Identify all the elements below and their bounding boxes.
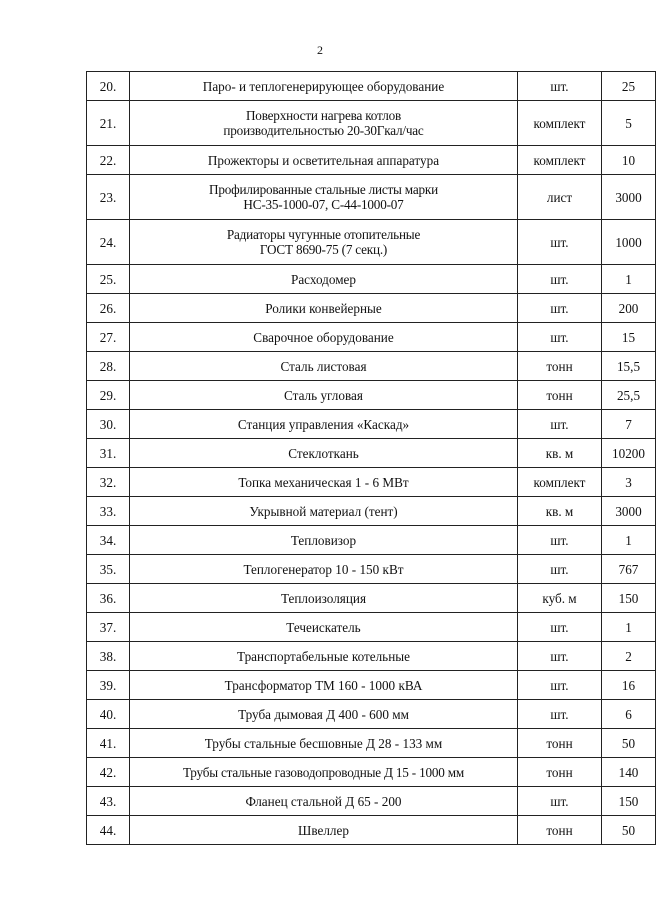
table-row bbox=[87, 729, 656, 758]
row-number-cell: 39. bbox=[87, 671, 130, 700]
table-row bbox=[87, 439, 656, 468]
quantity-cell: 1 bbox=[602, 526, 656, 555]
unit-cell: комплект bbox=[518, 468, 602, 497]
unit-cell: шт. bbox=[518, 294, 602, 323]
item-name-cell: Трубы стальные газоводопроводные Д 15 - 1000 мм bbox=[130, 758, 518, 787]
item-name-cell: Фланец стальной Д 65 - 200 bbox=[130, 787, 518, 816]
row-number-cell: 30. bbox=[87, 410, 130, 439]
row-number-cell: 36. bbox=[87, 584, 130, 613]
table-row bbox=[87, 584, 656, 613]
quantity-cell: 5 bbox=[602, 101, 656, 146]
table-row bbox=[87, 497, 656, 526]
table-row bbox=[87, 642, 656, 671]
quantity-cell: 150 bbox=[602, 787, 656, 816]
row-number-cell: 32. bbox=[87, 468, 130, 497]
row-number-cell: 28. bbox=[87, 352, 130, 381]
table-row bbox=[87, 613, 656, 642]
unit-cell: шт. bbox=[518, 642, 602, 671]
item-name-cell: Теплоизоляция bbox=[130, 584, 518, 613]
row-number-cell: 33. bbox=[87, 497, 130, 526]
row-number-cell: 22. bbox=[87, 146, 130, 175]
page-number: 2 bbox=[317, 43, 323, 57]
table-row bbox=[87, 101, 656, 146]
item-name-cell: Радиаторы чугунные отопительные ГОСТ 8690-75 (7 секц.) bbox=[130, 220, 518, 265]
unit-cell: кв. м bbox=[518, 497, 602, 526]
item-name-cell: Трубы стальные бесшовные Д 28 - 133 мм bbox=[130, 729, 518, 758]
table-row bbox=[87, 146, 656, 175]
row-number-cell: 20. bbox=[87, 72, 130, 101]
unit-cell: шт. bbox=[518, 526, 602, 555]
unit-cell: кв. м bbox=[518, 439, 602, 468]
unit-cell: шт. bbox=[518, 72, 602, 101]
row-number-cell: 42. bbox=[87, 758, 130, 787]
table-row bbox=[87, 352, 656, 381]
unit-cell: шт. bbox=[518, 555, 602, 584]
row-number-cell: 21. bbox=[87, 101, 130, 146]
item-name-cell: Теплогенератор 10 - 150 кВт bbox=[130, 555, 518, 584]
item-name-cell: Тепловизор bbox=[130, 526, 518, 555]
quantity-cell: 25 bbox=[602, 72, 656, 101]
item-name-cell: Станция управления «Каскад» bbox=[130, 410, 518, 439]
table-row bbox=[87, 72, 656, 101]
quantity-cell: 15,5 bbox=[602, 352, 656, 381]
unit-cell: шт. bbox=[518, 410, 602, 439]
item-name-cell: Профилированные стальные листы марки НС-35-1000-07, С-44-1000-07 bbox=[130, 175, 518, 220]
quantity-cell: 3000 bbox=[602, 497, 656, 526]
item-name-cell: Сталь угловая bbox=[130, 381, 518, 410]
unit-cell: лист bbox=[518, 175, 602, 220]
unit-cell: шт. bbox=[518, 265, 602, 294]
table-row bbox=[87, 758, 656, 787]
quantity-cell: 10 bbox=[602, 146, 656, 175]
unit-cell: тонн bbox=[518, 352, 602, 381]
quantity-cell: 140 bbox=[602, 758, 656, 787]
unit-cell: тонн bbox=[518, 758, 602, 787]
quantity-cell: 767 bbox=[602, 555, 656, 584]
item-name-cell: Стеклоткань bbox=[130, 439, 518, 468]
row-number-cell: 37. bbox=[87, 613, 130, 642]
item-name-cell: Паро- и теплогенерирующее оборудование bbox=[130, 72, 518, 101]
unit-cell: шт. bbox=[518, 613, 602, 642]
unit-cell: шт. bbox=[518, 787, 602, 816]
item-name-cell: Прожекторы и осветительная аппаратура bbox=[130, 146, 518, 175]
row-number-cell: 40. bbox=[87, 700, 130, 729]
quantity-cell: 150 bbox=[602, 584, 656, 613]
table-row bbox=[87, 294, 656, 323]
unit-cell: шт. bbox=[518, 220, 602, 265]
item-name-cell: Топка механическая 1 - 6 МВт bbox=[130, 468, 518, 497]
quantity-cell: 1 bbox=[602, 613, 656, 642]
row-number-cell: 23. bbox=[87, 175, 130, 220]
unit-cell: тонн bbox=[518, 816, 602, 845]
item-name-cell: Сталь листовая bbox=[130, 352, 518, 381]
row-number-cell: 27. bbox=[87, 323, 130, 352]
unit-cell: комплект bbox=[518, 146, 602, 175]
quantity-cell: 1000 bbox=[602, 220, 656, 265]
row-number-cell: 34. bbox=[87, 526, 130, 555]
table-row bbox=[87, 381, 656, 410]
unit-cell: тонн bbox=[518, 729, 602, 758]
row-number-cell: 35. bbox=[87, 555, 130, 584]
quantity-cell: 7 bbox=[602, 410, 656, 439]
row-number-cell: 25. bbox=[87, 265, 130, 294]
unit-cell: комплект bbox=[518, 101, 602, 146]
table-row bbox=[87, 526, 656, 555]
table-row bbox=[87, 175, 656, 220]
quantity-cell: 6 bbox=[602, 700, 656, 729]
table-row bbox=[87, 410, 656, 439]
item-name-cell: Расходомер bbox=[130, 265, 518, 294]
row-number-cell: 26. bbox=[87, 294, 130, 323]
quantity-cell: 25,5 bbox=[602, 381, 656, 410]
table-row bbox=[87, 816, 656, 845]
quantity-cell: 3000 bbox=[602, 175, 656, 220]
table-row bbox=[87, 265, 656, 294]
row-number-cell: 29. bbox=[87, 381, 130, 410]
item-name-cell: Труба дымовая Д 400 - 600 мм bbox=[130, 700, 518, 729]
row-number-cell: 31. bbox=[87, 439, 130, 468]
item-name-cell: Швеллер bbox=[130, 816, 518, 845]
unit-cell: шт. bbox=[518, 700, 602, 729]
quantity-cell: 200 bbox=[602, 294, 656, 323]
table-row bbox=[87, 220, 656, 265]
item-name-cell: Сварочное оборудование bbox=[130, 323, 518, 352]
quantity-cell: 10200 bbox=[602, 439, 656, 468]
table-row bbox=[87, 671, 656, 700]
items-table-body bbox=[87, 72, 656, 845]
quantity-cell: 16 bbox=[602, 671, 656, 700]
item-name-cell: Транспортабельные котельные bbox=[130, 642, 518, 671]
quantity-cell: 3 bbox=[602, 468, 656, 497]
unit-cell: тонн bbox=[518, 381, 602, 410]
item-name-cell: Течеискатель bbox=[130, 613, 518, 642]
row-number-cell: 41. bbox=[87, 729, 130, 758]
row-number-cell: 24. bbox=[87, 220, 130, 265]
table-row bbox=[87, 468, 656, 497]
item-name-cell: Поверхности нагрева котлов производительностью 20-30Гкал/час bbox=[130, 101, 518, 146]
unit-cell: шт. bbox=[518, 323, 602, 352]
table-row bbox=[87, 323, 656, 352]
items-table bbox=[86, 71, 656, 845]
item-name-cell: Ролики конвейерные bbox=[130, 294, 518, 323]
row-number-cell: 43. bbox=[87, 787, 130, 816]
unit-cell: шт. bbox=[518, 671, 602, 700]
quantity-cell: 2 bbox=[602, 642, 656, 671]
quantity-cell: 50 bbox=[602, 816, 656, 845]
row-number-cell: 38. bbox=[87, 642, 130, 671]
table-row bbox=[87, 555, 656, 584]
unit-cell: куб. м bbox=[518, 584, 602, 613]
table-row bbox=[87, 787, 656, 816]
table-row bbox=[87, 700, 656, 729]
item-name-cell: Укрывной материал (тент) bbox=[130, 497, 518, 526]
quantity-cell: 15 bbox=[602, 323, 656, 352]
item-name-cell: Трансформатор ТМ 160 - 1000 кВА bbox=[130, 671, 518, 700]
row-number-cell: 44. bbox=[87, 816, 130, 845]
quantity-cell: 50 bbox=[602, 729, 656, 758]
quantity-cell: 1 bbox=[602, 265, 656, 294]
